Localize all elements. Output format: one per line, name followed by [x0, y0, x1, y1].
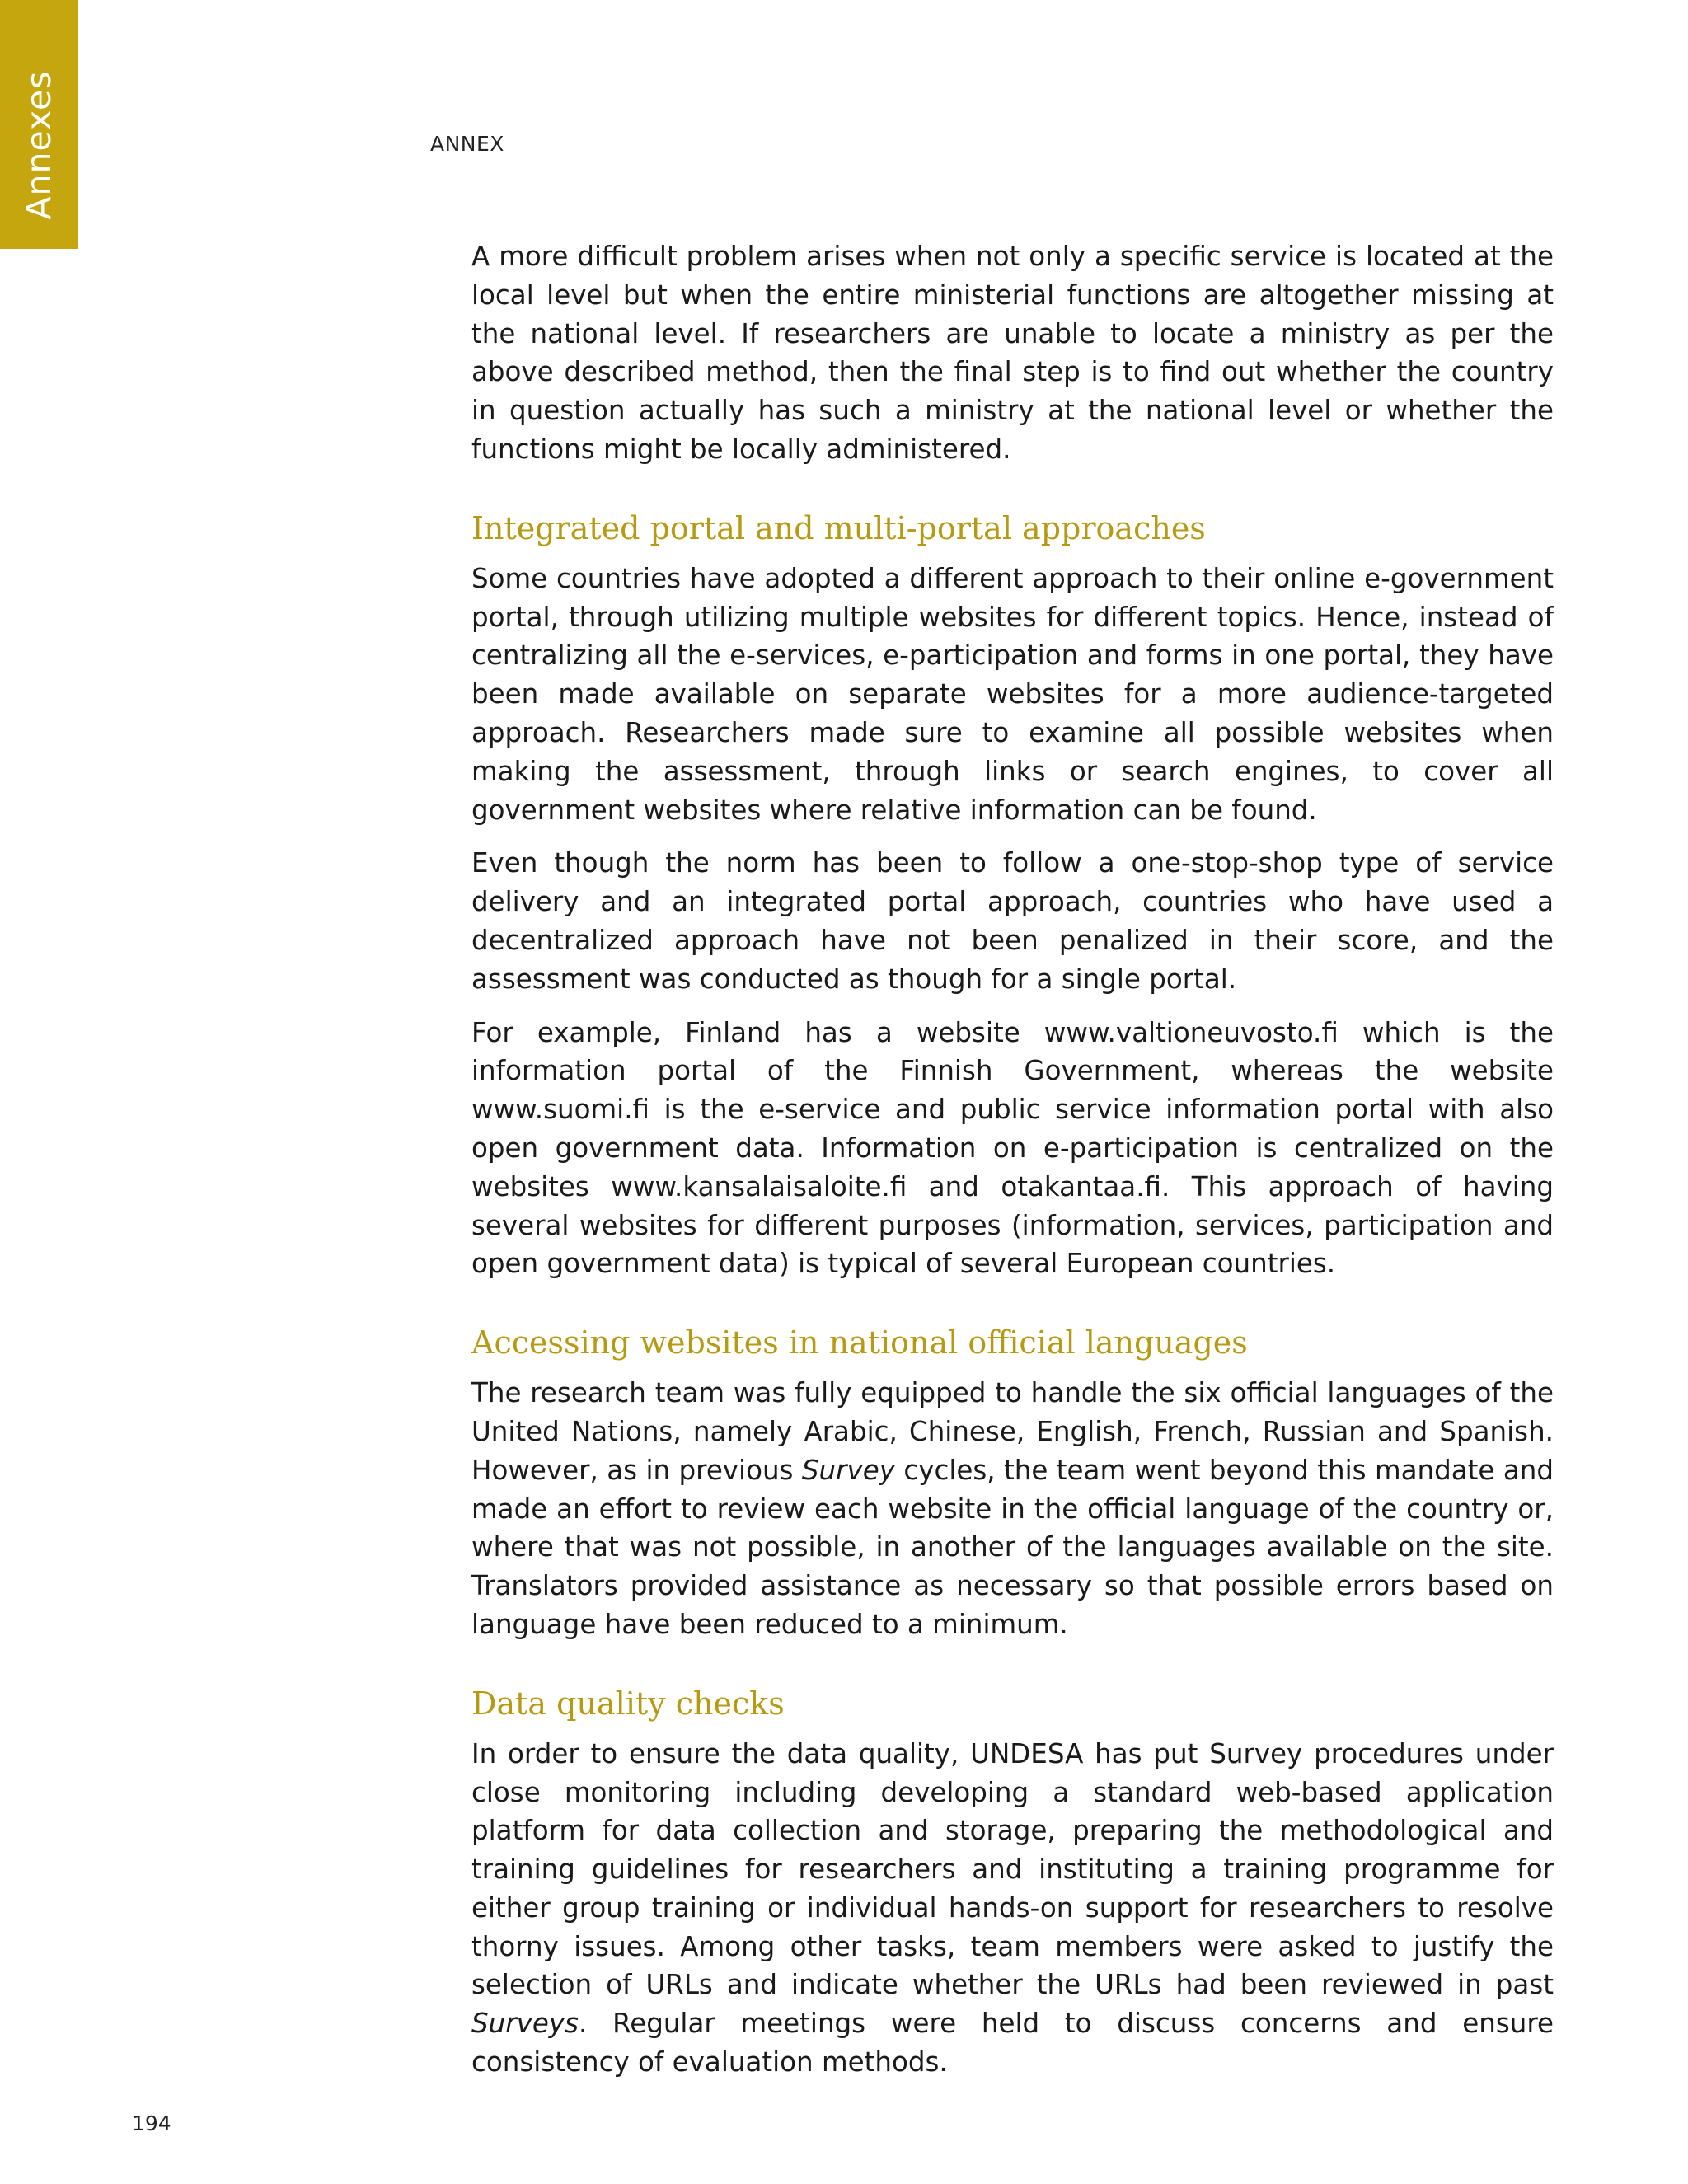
quality-italic-surveys: Surveys [471, 2008, 579, 2040]
main-content [471, 237, 1554, 2097]
quality-paragraph [471, 1735, 1554, 2082]
page-number: 194 [132, 2111, 171, 2135]
side-tab [0, 0, 78, 249]
integrated-paragraph-2: Even though the norm has been to follow a one-stop-shop type of service delivery and an integrated portal approach, countries who have used a decentralized approach have not been penalized in their score, and the assessment was conducted as though for a single portal. [471, 847, 1554, 995]
heading-data-quality: Data quality checks [471, 1685, 785, 1722]
quality-text-b: . Regular meetings were held to discuss concerns and ensure consistency of evaluation methods. [471, 2008, 1554, 2079]
languages-italic-survey: Survey [801, 1454, 895, 1486]
running-head: ANNEX [430, 132, 504, 156]
integrated-paragraph-1: Some countries have adopted a different approach to their online e-government portal, through utilizing multiple websites for different topics. Hence, instead of centralizing all the e-services, e-participation and forms in one portal, they have been made available on separate websites for a more audience-targeted approach. Researchers made sure to examine all possible websites when making the assessment, through links or search engines, to cover all government websites where relative information can be found. [471, 562, 1554, 826]
integrated-paragraph-3: For example, Finland has a website www.valtioneuvosto.fi which is the information portal of the Finnish Government, whereas the website www.suomi.fi is the e-service and public service information portal with also open government data. Information on e-participation is centralized on the websites www.kansalaisaloite.fi and otakantaa.fi. This approach of having several websites for different purposes (information, services, participation and open government data) is typical of several European countries. [471, 1016, 1554, 1280]
side-tab-label: Annexes [19, 70, 59, 220]
heading-integrated-portal: Integrated portal and multi-portal approaches [471, 509, 1206, 546]
intro-paragraph: A more difficult problem arises when not only a specific service is located at the local level but when the entire ministerial functions are altogether missing at the national level. If researchers are unable to locate a ministry as per the above described method, then the final step is to find out whether the country in question actually has such a ministry at the national level or whether the functions might be locally administered. [471, 241, 1554, 465]
languages-text-b: cycles, the team went beyond this mandate and made an effort to review each website in the official language of the country or, where that was not possible, in another of the languages available on the site. Translators provided assistance as necessary so that possible errors based on language have been reduced to a minimum. [471, 1454, 1554, 1640]
heading-languages: Accessing websites in national official languages [471, 1324, 1248, 1361]
quality-text-a: In order to ensure the data quality, UNDESA has put Survey procedures under close monitoring including developing a standard web-based application platform for data collection and storage, preparing the methodological and training guidelines for researchers and instituting a training programme for either group training or individual hands-on support for researchers to resolve thorny issues. Among other tasks, team members were asked to justify the selection of URLs and indicate whether the URLs had been reviewed in past [471, 1737, 1554, 2001]
languages-text-a: The research team was fully equipped to handle the six official languages of the United Nations, namely Arabic, Chinese, English, French, Russian and Spanish. However, as in previous [471, 1377, 1554, 1486]
languages-paragraph [471, 1374, 1554, 1644]
